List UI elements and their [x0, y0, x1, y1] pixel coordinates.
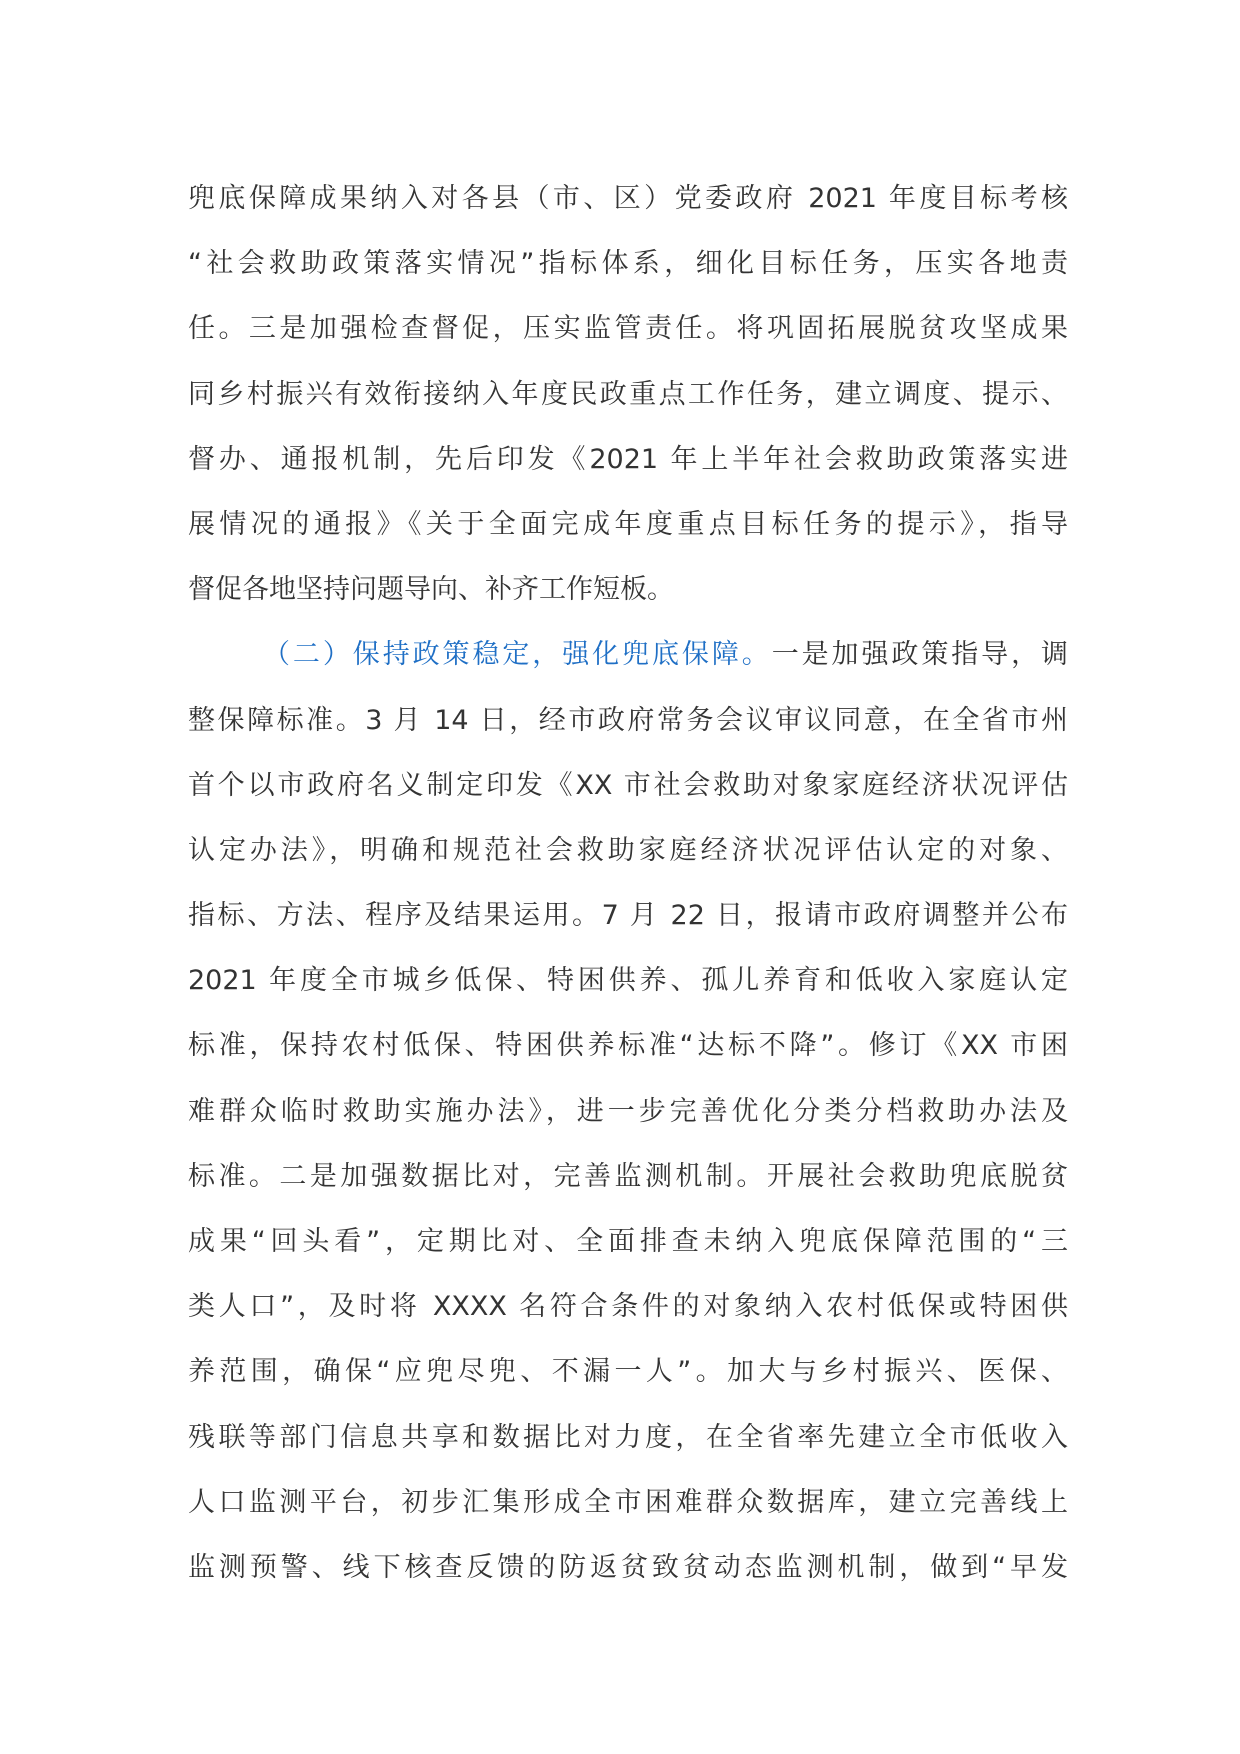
section-heading: （二）保持政策稳定，强化兜底保障。 — [263, 639, 772, 671]
text-line: 同乡村振兴有效衔接纳入年度民政重点工作任务，建立调度、提示、 — [188, 378, 1068, 410]
text-line: 标准。二是加强数据比对，完善监测机制。开展社会救助兜底脱贫 — [188, 1160, 1068, 1192]
text-line: 首个以市政府名义制定印发《XX 市社会救助对象家庭经济状况评估 — [188, 769, 1068, 801]
body-text — [188, 166, 1068, 1600]
text-line: 2021 年度全市城乡低保、特困供养、孤儿养育和低收入家庭认定 — [188, 965, 1068, 997]
text-line: 残联等部门信息共享和数据比对力度，在全省率先建立全市低收入 — [188, 1421, 1068, 1453]
text-line: 难群众临时救助实施办法》，进一步完善优化分类分档救助办法及 — [188, 1095, 1068, 1127]
text-line: 标准，保持农村低保、特困供养标准“达标不降”。修订《XX 市困 — [188, 1030, 1068, 1062]
text-line: 类人口”，及时将 XXXX 名符合条件的对象纳入农村低保或特困供 — [188, 1291, 1068, 1323]
text-line: 成果“回头看”，定期比对、全面排查未纳入兜底保障范围的“三 — [188, 1226, 1068, 1257]
text-line: 认定办法》，明确和规范社会救助家庭经济状况评估认定的对象、 — [188, 834, 1068, 866]
text-line: 督促各地坚持问题导向、补齐工作短板。 — [188, 574, 674, 606]
text-line: “社会救助政策落实情况”指标体系，细化目标任务，压实各地责 — [188, 248, 1068, 280]
text-line: 指标、方法、程序及结果运用。7 月 22 日，报请市政府调整并公布 — [188, 900, 1068, 932]
text-line: 兜底保障成果纳入对各县（市、区）党委政府 2021 年度目标考核 — [188, 183, 1068, 214]
text-run: 一是加强政策指导，调 — [771, 639, 1069, 671]
text-line: 养范围，确保“应兜尽兜、不漏一人”。加大与乡村振兴、医保、 — [188, 1356, 1068, 1388]
text-line: 任。三是加强检查督促，压实监管责任。将巩固拓展脱贫攻坚成果 — [188, 313, 1068, 345]
paragraph-2-first-line — [188, 622, 1068, 687]
text-line: 监测预警、线下核查反馈的防返贫致贫动态监测机制，做到“早发 — [188, 1551, 1068, 1583]
text-line: 展情况的通报》《关于全面完成年度重点目标任务的提示》，指导 — [188, 508, 1068, 540]
text-line: 人口监测平台，初步汇集形成全市困难群众数据库，建立完善线上 — [188, 1486, 1068, 1518]
text-line: 整保障标准。3 月 14 日，经市政府常务会议审议同意，在全省市州 — [188, 704, 1068, 736]
text-line: 督办、通报机制，先后印发《2021 年上半年社会救助政策落实进 — [188, 443, 1068, 475]
